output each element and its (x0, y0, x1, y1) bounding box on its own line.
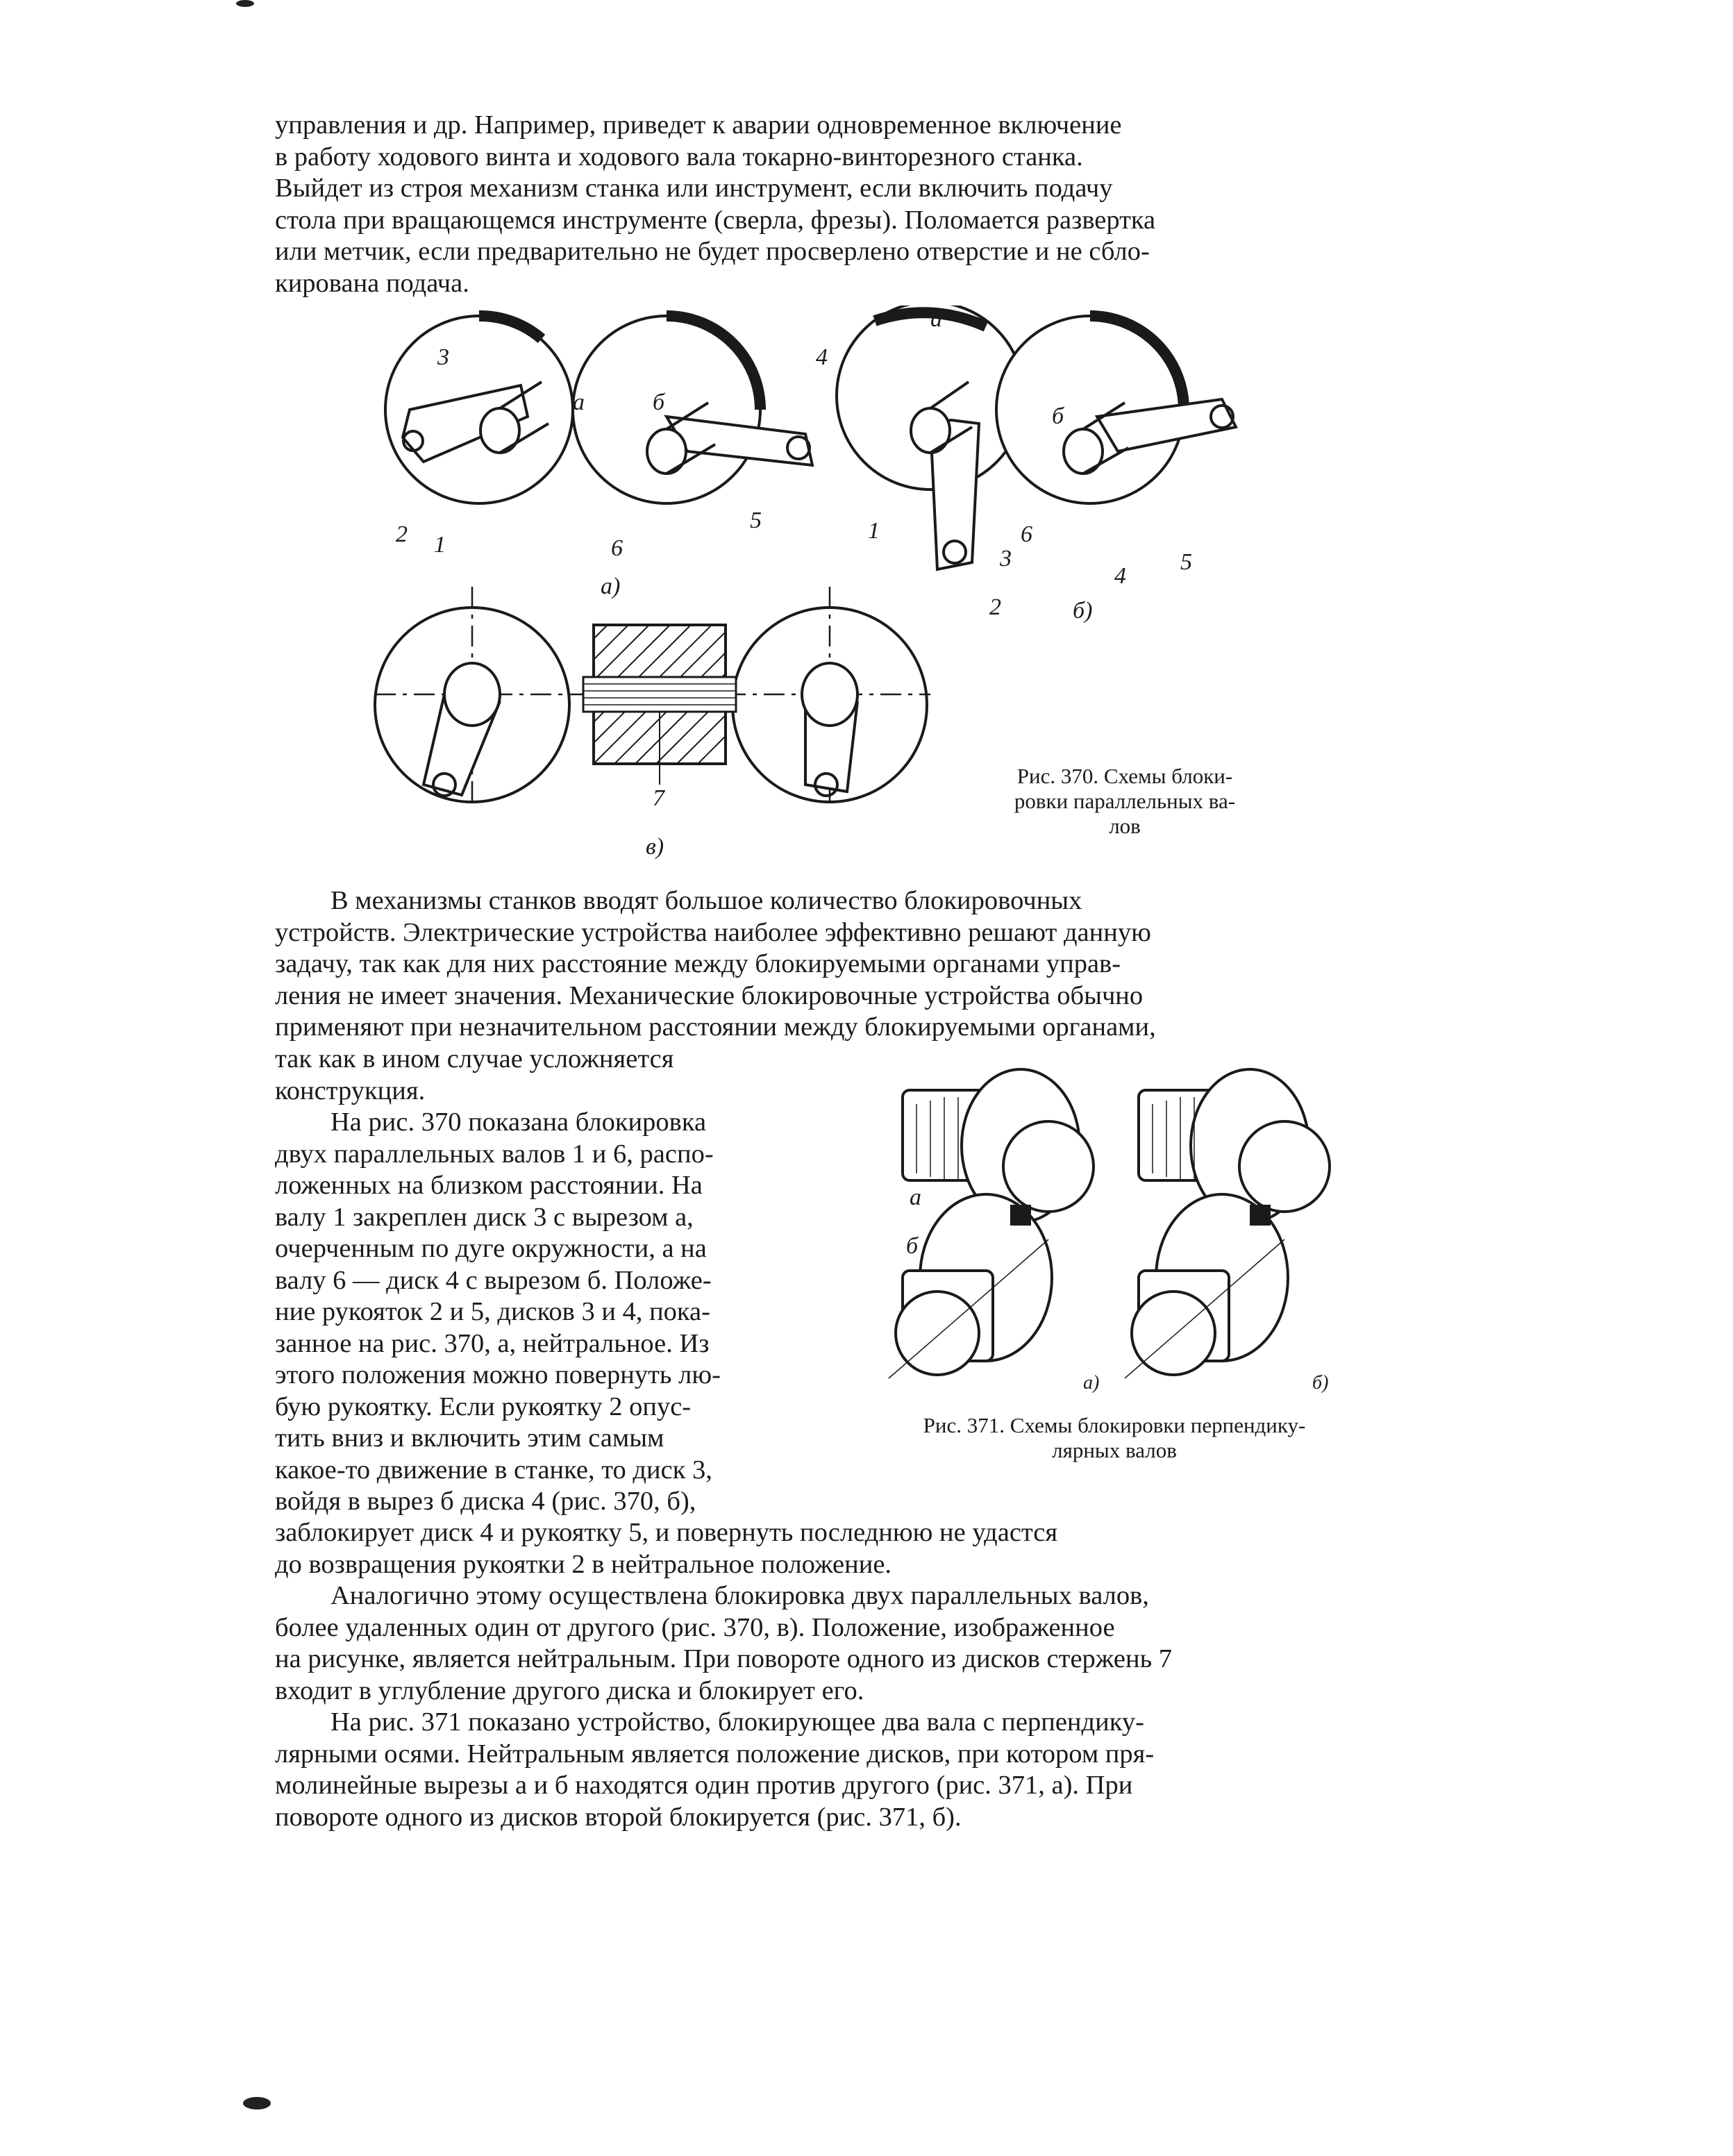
text-line: ние рукояток 2 и 5, дисков 3 и 4, пока- (275, 1297, 710, 1326)
text-line: В механизмы станков вводят большое количество блокировочных (330, 886, 1082, 915)
text-line: стола при вращающемся инструменте (сверла, фрезы). Поломается развертка (275, 205, 1156, 235)
text-line: задачу, так как для них расстояние между блокируемыми органами управ- (275, 949, 1121, 978)
scan-speck (243, 2097, 271, 2109)
text-line: заблокирует диск 4 и рукоятку 5, и повернуть последнюю не удастся (275, 1518, 1058, 1547)
label-1: 1 (434, 532, 446, 558)
paragraph-bottom (275, 1517, 1358, 1833)
subfig-a-label: а) (1083, 1372, 1100, 1394)
caption-line: ровки параллельных ва- (1014, 789, 1236, 813)
text-line: ложенных на близком расстоянии. На (275, 1171, 703, 1200)
label-6-right: 6 (1021, 521, 1032, 547)
text-line: На рис. 370 показана блокировка (330, 1108, 707, 1137)
figure-371-caption (861, 1413, 1368, 1463)
label-3-right: 3 (1000, 546, 1012, 571)
label-6: 6 (611, 535, 623, 561)
label-b-right: б (1052, 403, 1064, 429)
label-3: 3 (437, 344, 449, 370)
text-line: управления и др. Например, приведет к аварии одновременное включение (275, 110, 1122, 140)
text-line: конструкция. (275, 1076, 426, 1105)
paragraph-middle (275, 885, 1358, 1044)
text-line: на рисунке, является нейтральным. При повороте одного из дисков стержень 7 (275, 1644, 1173, 1673)
text-line: двух параллельных валов 1 и 6, распо- (275, 1139, 714, 1169)
text-line: валу 6 — диск 4 с вырезом б. Положе- (275, 1265, 712, 1295)
text-line: Выйдет из строя механизм станка или инструмент, если включить подачу (275, 174, 1113, 203)
subfig-a-label: а) (601, 574, 621, 599)
caption-line: Рис. 370. Схемы блоки- (1016, 764, 1233, 788)
text-line: устройств. Электрические устройства наиболее эффективно решают данную (275, 917, 1151, 947)
label-2-right: 2 (989, 594, 1001, 620)
text-line: входит в углубление другого диска и блокирует его. (275, 1676, 864, 1705)
label-5: 5 (750, 508, 762, 533)
text-line: тить вниз и включить этим самым (275, 1423, 664, 1453)
text-line: занное на рис. 370, а, нейтральное. Из (275, 1328, 710, 1358)
text-line: так как в ином случае усложняется (275, 1044, 674, 1073)
label-5-right: 5 (1180, 549, 1192, 575)
caption-line: лов (1109, 814, 1141, 838)
text-line: в работу ходового винта и ходового вала токарно-винторезного станка. (275, 142, 1083, 172)
paragraph-top (275, 110, 1358, 299)
text-line: более удаленных один от другого (рис. 370, в). Положение, изображенное (275, 1612, 1115, 1642)
label-7: 7 (653, 785, 664, 811)
label-b-left: б (653, 390, 665, 415)
text-line: этого положения можно повернуть лю- (275, 1360, 721, 1389)
paragraph-left-column (275, 1044, 837, 1518)
label-b: б (906, 1233, 919, 1259)
text-line: повороте одного из дисков второй блокируется (рис. 371, б). (275, 1802, 962, 1832)
label-1-right: 1 (868, 518, 880, 544)
figure-371-diagram (875, 1062, 1375, 1396)
text-line: кирована подача. (275, 268, 469, 298)
caption-line: лярных валов (1052, 1438, 1177, 1462)
label-4-right: 4 (1114, 563, 1126, 589)
subfig-v-label: в) (646, 834, 664, 860)
caption-line: Рис. 371. Схемы блокировки перпендику- (923, 1413, 1306, 1437)
text-line: применяют при незначительном расстоянии между блокируемыми органами, (275, 1012, 1156, 1042)
text-line: какое-то движение в станке, то диск 3, (275, 1455, 712, 1485)
label-a-top: а (930, 306, 942, 332)
label-2: 2 (396, 521, 408, 547)
label-a: а (910, 1185, 921, 1210)
text-line: или метчик, если предварительно не будет просверлено отверстие и не сбло- (275, 237, 1150, 266)
text-line: валу 1 закреплен диск 3 с вырезом а, (275, 1202, 694, 1232)
scan-speck (236, 0, 254, 7)
label-a-left: а (573, 390, 585, 415)
text-line: На рис. 371 показано устройство, блокирующее два вала с перпендику- (330, 1707, 1144, 1737)
label-4: 4 (816, 344, 828, 370)
text-line: бую рукоятку. Если рукоятку 2 опус- (275, 1392, 692, 1421)
subfig-b-label: б) (1312, 1372, 1329, 1394)
text-line: Аналогично этому осуществлена блокировка двух параллельных валов, (330, 1581, 1149, 1610)
text-line: лярными осями. Нейтральным является положение дисков, при котором пря- (275, 1739, 1155, 1769)
text-line: молинейные вырезы а и б находятся один против другого (рис. 371, а). При (275, 1771, 1133, 1800)
subfig-b-label: б) (1073, 598, 1093, 624)
text-line: очерченным по дуге окружности, а на (275, 1234, 707, 1263)
text-line: до возвращения рукоятки 2 в нейтральное положение. (275, 1549, 892, 1579)
text-line: ления не имеет значения. Механические блокировочные устройства обычно (275, 980, 1144, 1010)
text-line: войдя в вырез б диска 4 (рис. 370, б), (275, 1487, 696, 1516)
figure-370-caption (958, 764, 1291, 839)
